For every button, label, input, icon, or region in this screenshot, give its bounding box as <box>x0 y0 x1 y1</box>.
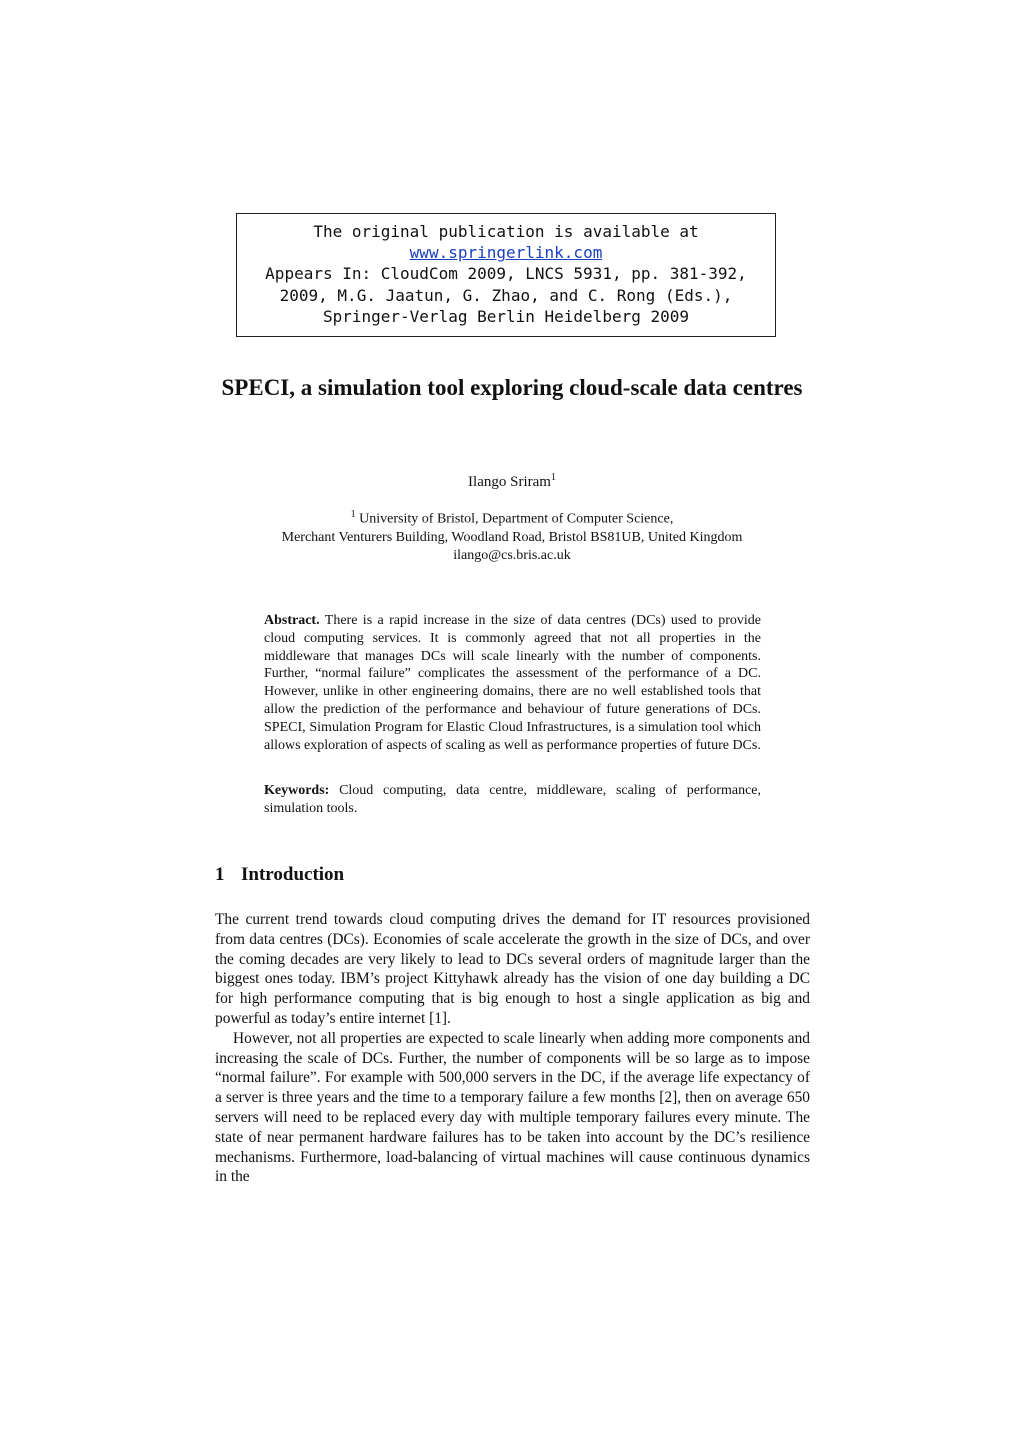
affiliation-line-2: Merchant Venturers Building, Woodland Road, Bristol BS81UB, United Kingdom <box>281 529 743 545</box>
section-body <box>215 910 810 1187</box>
section-number: 1 <box>215 864 225 885</box>
notice-line-1: The original publication is available at <box>313 222 699 241</box>
notice-line-4: 2009, M.G. Jaatun, G. Zhao, and C. Rong (Eds.), <box>279 285 733 305</box>
keywords <box>264 782 761 818</box>
notice-line-5: Springer-Verlag Berlin Heidelberg 2009 <box>322 306 690 326</box>
keywords-text: Cloud computing, data centre, middleware, scaling of performance, simulation tools. <box>264 783 761 816</box>
notice-line-3: Appears In: CloudCom 2009, LNCS 5931, pp. 381-392, <box>265 264 747 284</box>
section-heading-introduction <box>215 864 344 886</box>
author-email: ilango@cs.bris.ac.uk <box>453 547 571 563</box>
springerlink-link[interactable]: www.springerlink.com <box>409 243 603 263</box>
keywords-label: Keywords: <box>264 783 330 798</box>
abstract-label: Abstract. <box>264 613 320 628</box>
body-paragraph-1: The current trend towards cloud computing drives the demand for IT resources provisioned from data centres (DCs). Economies of scale accelerate the growth in the size of DCs, and over the coming decades are very likely to lead to DCs several orders of magnitude larger than the biggest ones today. IBM’s project Kittyhawk already has the vision of one day building a DC for high performance computing that is big enough to host a single application as big and powerful as today’s entire internet [1]. <box>215 911 810 1027</box>
author-affiliation-mark: 1 <box>550 472 556 483</box>
affiliation-mark: 1 <box>350 509 356 520</box>
author-line <box>212 472 812 491</box>
affiliation-line-1: University of Bristol, Department of Computer Science, <box>359 511 674 527</box>
paper-title: SPECI, a simulation tool exploring cloud-scale data centres <box>221 375 803 400</box>
publication-notice-box <box>236 213 776 337</box>
author-name: Ilango Sriram <box>468 474 551 490</box>
affiliation <box>212 506 812 565</box>
body-paragraph-2: However, not all properties are expected to scale linearly when adding more components and increasing the scale of DCs. Further, the number of components will be so large as to impose “normal failure”. For example with 500,000 servers in the DC, if the average life expectancy of a server is three years and the time to a temporary failure a few months [2], then on average 650 servers will need to be replaced every day with multiple temporary failures every minute. The state of near permanent hardware failures has to be taken into account by the DC’s resilience mechanisms. Furthermore, load-balancing of virtual machines will cause continuous dynamics in the <box>215 1029 810 1186</box>
abstract <box>264 612 761 754</box>
section-title: Introduction <box>241 864 345 885</box>
abstract-text: There is a rapid increase in the size of data centres (DCs) used to provide cloud computing services. It is commonly agreed that not all properties in the middleware that manages DCs will scale linearly with the number of components. Further, “normal failure” complicates the assessment of the performance of a DC. However, unlike in other engineering domains, there are no well established tools that allow the prediction of the performance and behaviour of future generations of DCs. SPECI, Simulation Program for Elastic Cloud Infrastructures, is a simulation tool which allows exploration of aspects of scaling as well as performance properties of future DCs. <box>264 613 762 753</box>
